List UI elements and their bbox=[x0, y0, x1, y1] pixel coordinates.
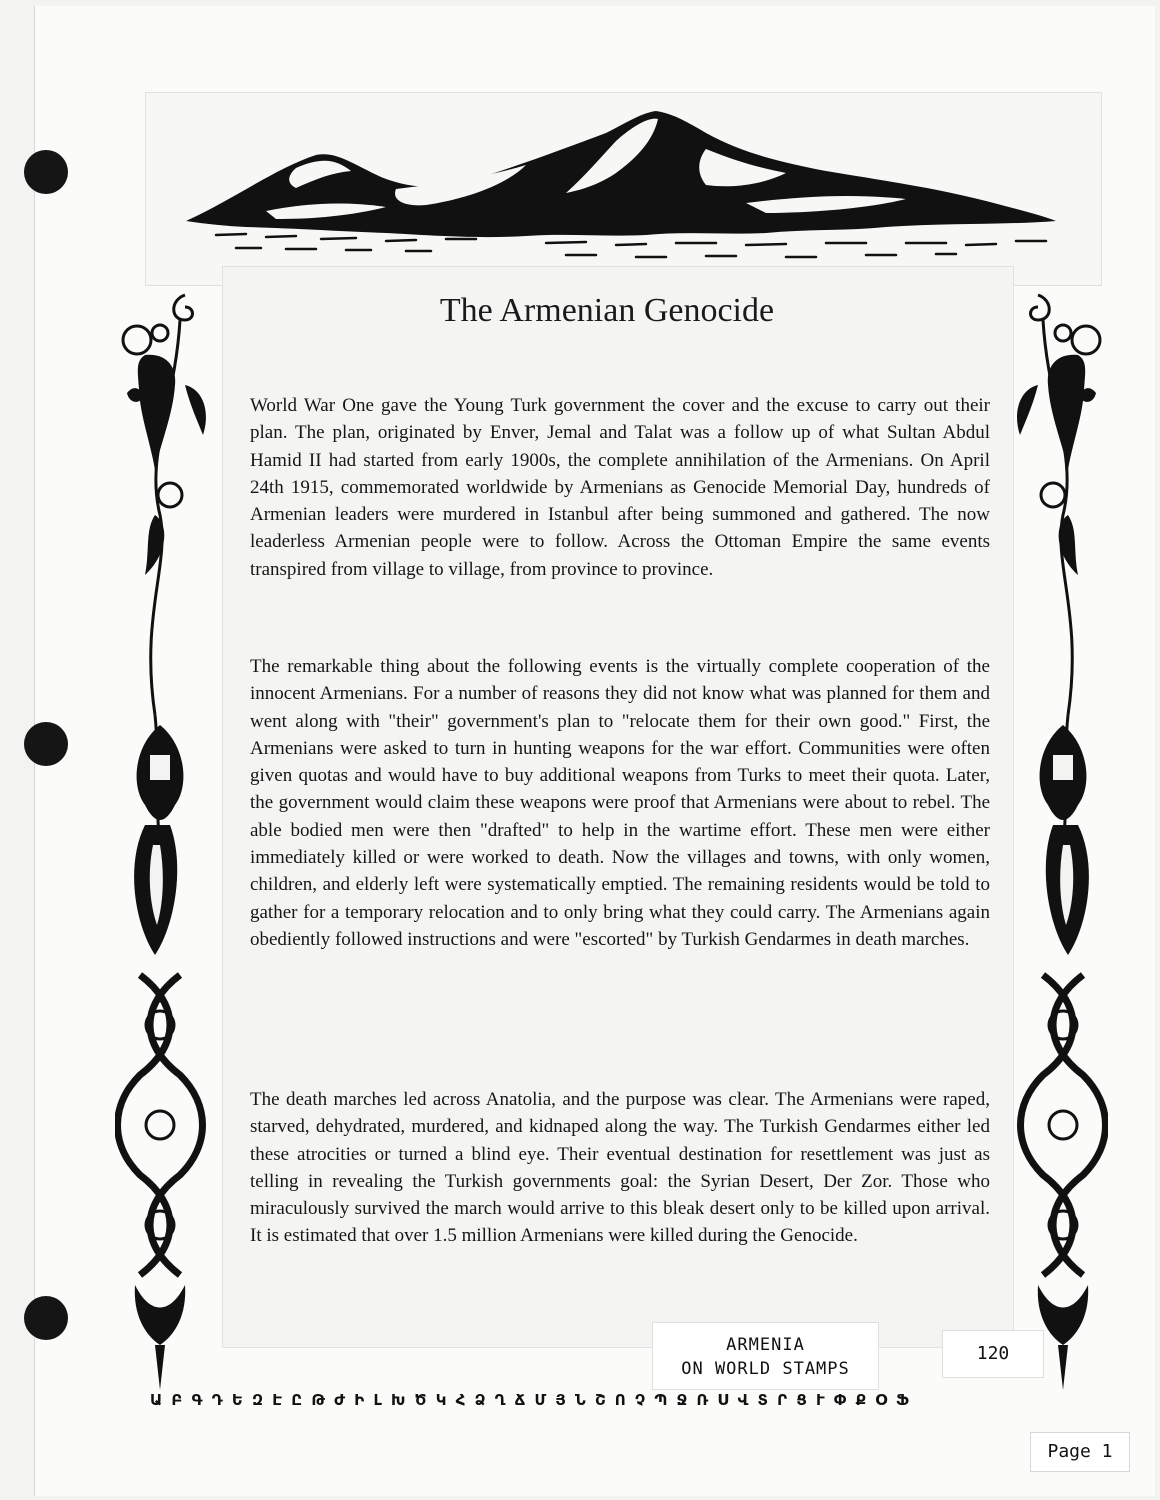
paragraph-1: World War One gave the Young Turk government the cover and the excuse to carry out their plan. The plan, originated by Enver, Jemal and Talat was a follow up of what Sultan Abdul Hamid II had started from early 1900s, the complete annihilation of the Armenians. On April 24th 1915, commemorated worldwide by Armenians as Genocide Memorial Day, hundreds of Armenian leaders were murdered in Istanbul after being summoned and gathered. The now leaderless Armenian people were to follow. Across the Ottoman Empire the same events transpired from village to village, from province to province. bbox=[250, 395, 990, 580]
page-tag: Page 1 bbox=[1030, 1432, 1130, 1472]
mount-ararat-illustration bbox=[146, 93, 1101, 285]
ornamental-border-left bbox=[115, 285, 225, 1395]
binder-hole-bottom bbox=[24, 1296, 68, 1340]
album-label-line2: ON WORLD STAMPS bbox=[681, 1359, 850, 1379]
paragraph-2: The remarkable thing about the following events is the virtually complete cooperation of the innocent Armenians. For a number of reasons they did not know what was planned for them and went along with "their" government's plan to "relocate them for their own good." First, the Armenians were asked to turn in hunting weapons for the war effort. Communities were often given quotas and would have to buy additional weapons from Turks to meet their quota. Later, the government would claim these weapons were proof that Armenians were about to rebel. The able bodied men were then "drafted" to help in the wartime effort. These men were either immediately killed or were worked to death. Now the villages and towns, with only women, children, and elderly left were systematically emptied. The remaining residents would be told to gather for a temporary relocation and to only bring what they could carry. The Armenians again obediently followed instructions and were "escorted" by Turkish Gendarmes in death marches. bbox=[250, 656, 990, 950]
paragraph-3: The death marches led across Anatolia, and the purpose was clear. The Armenians were raped, starved, dehydrated, murdered, and kidnaped along the way. The Turkish Gendarmes either led these atrocities or turned a blind eye. Their eventual destination for resettlement was just as telling in revealing the Turkish governments goal: the Syrian Desert, Der Zor. Those who miraculously survived the march would arrive to this bleak desert only to be killed upon arrival. It is estimated that over 1.5 million Armenians were killed during the Genocide. bbox=[250, 1089, 990, 1247]
binder-hole-middle bbox=[24, 722, 68, 766]
ornamental-border-right bbox=[998, 285, 1108, 1395]
binder-hole-top bbox=[24, 150, 68, 194]
page-title: The Armenian Genocide bbox=[439, 292, 775, 329]
album-page-number: 120 bbox=[942, 1330, 1044, 1378]
album-label-line1: ARMENIA bbox=[726, 1335, 805, 1355]
armenian-alphabet-strip: Ա Բ Գ Դ Ե Զ Է Ը Թ Ժ Ի Լ Խ Ծ Կ Հ Ձ Ղ Ճ Մ Յ Ն Շ Ո Չ Պ Ջ Ռ Ս Վ Տ Ր Ց Ւ Փ Ք Օ Ֆ bbox=[150, 1391, 911, 1409]
album-label bbox=[652, 1322, 879, 1390]
mount-ararat-panel bbox=[145, 92, 1102, 286]
